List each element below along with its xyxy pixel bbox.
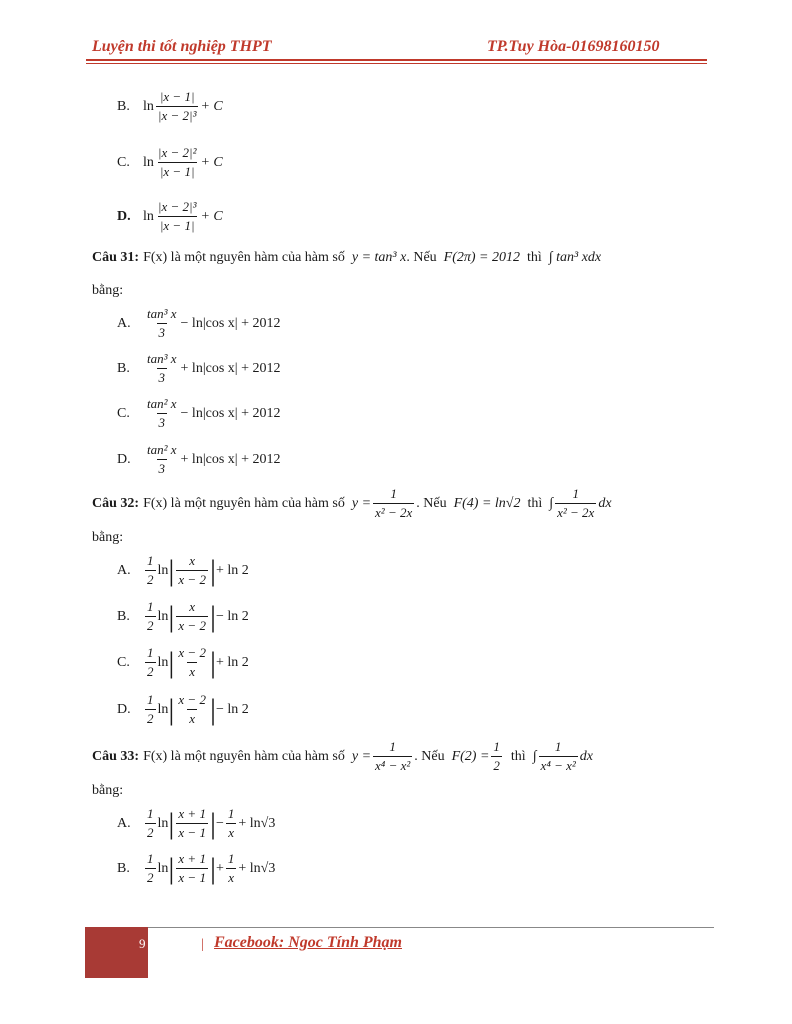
ln-text: ln [157,815,169,831]
q33-tail-text: bằng: [92,783,124,798]
fraction [176,806,208,841]
q33-option-a: A. $\frac{1}{2}$ ln | $\frac{x + 1}{x - 1}$ | − $\frac{1}{x}$ + ln√3 [117,806,276,840]
fraction-numerator: 1 [572,486,579,501]
term-fraction [226,851,237,886]
q32-tail-text: bằng: [92,530,124,545]
fraction-numerator: x − 2 [178,645,206,660]
q30-option-b [117,89,223,124]
q33-option-b: B. $\frac{1}{2}$ ln | $\frac{x + 1}{x - 1}$ | + $\frac{1}{x}$ + ln√3 [117,851,276,885]
function-lhs: y = [351,495,372,511]
header-title-right: TP.Tuy Hòa-01698160150 [487,38,660,55]
function-fraction [373,486,414,521]
option-rest: − ln 2 [215,608,249,624]
fraction-numerator: x + 1 [178,806,206,821]
q32-option-d: D. $\frac{1}{2}$ ln | $\frac{x - 2}{x}$ | − ln 2 [117,692,249,726]
option-letter: B. [117,860,130,876]
fraction [145,396,179,431]
question-function: y = tan³ x [351,250,407,265]
fraction-numerator: 1 [147,599,154,614]
option-letter: C. [117,405,130,421]
fraction-denominator: x [228,825,235,840]
fraction-numerator: 1 [389,739,396,754]
fraction-numerator: 1 [147,645,154,660]
fraction-numerator: x + 1 [178,851,206,866]
fraction-denominator: x² − 2x [375,505,413,520]
fraction-denominator: 2 [147,870,154,885]
fraction [176,692,208,727]
q32-option-a: A. $\frac{1}{2}$ ln | $\frac{x}{x - 2}$ | + ln 2 [117,553,249,587]
coefficient-fraction [145,806,156,841]
ln-text: ln [143,98,154,114]
option-rest: − ln 2 [215,701,249,717]
fraction-denominator: |x − 1| [159,164,195,179]
fraction [176,553,208,588]
fraction [176,599,208,634]
header-rule-thin [86,63,707,64]
function-fraction [373,739,412,774]
q30-option-d [117,199,223,234]
fraction-denominator: 2 [147,664,154,679]
header-rule [86,59,707,61]
fraction-numerator: 1 [147,692,154,707]
option-letter: A. [117,315,131,331]
option-rest: + ln|cos x| + 2012 [180,360,281,376]
footer-rule [148,927,714,928]
fraction-denominator: 2 [147,825,154,840]
term-fraction [226,806,237,841]
fraction-numerator: x [189,553,196,568]
fraction-denominator: x⁴ − x² [540,758,576,773]
integral-expression: ∫ tan³ xdx [548,250,602,265]
fraction-denominator: x [189,711,196,726]
constant-term: + C [200,208,223,224]
then-word: thì [527,250,542,265]
fraction-numerator: 1 [390,486,397,501]
ln-text: ln [157,701,169,717]
integrand-fraction [539,739,578,774]
integral-sign: ∫ [532,748,537,764]
fraction-numerator: tan³ x [147,306,177,321]
option-letter: A. [117,562,131,578]
fraction-numerator: tan² x [147,442,177,457]
option-letter: A. [117,815,131,831]
fraction [145,442,179,477]
fraction [145,306,179,341]
option-letter: D. [117,208,131,224]
constant-term: + C [200,98,223,114]
then-word: thì [527,495,543,511]
option-rest: + ln 2 [215,654,249,670]
question-label: Câu 32: [92,495,140,511]
coefficient-fraction [145,851,156,886]
ln-text: ln [157,860,169,876]
condition-prefix: . Nếu [414,748,445,764]
condition-lhs: F(2) = [451,748,490,764]
option-letter: B. [117,608,130,624]
fraction [176,645,208,680]
fraction-denominator: 2 [493,758,500,773]
fraction [156,89,199,124]
ln-text: ln [157,654,169,670]
fraction [156,145,199,180]
fraction-denominator: |x − 1| [159,218,195,233]
fraction-numerator: tan² x [147,396,177,411]
facebook-link[interactable]: Facebook: Ngoc Tính Phạm [214,934,402,951]
option-rest: + ln√3 [238,815,276,831]
condition: F(4) = ln√2 [453,495,521,511]
q33-stem [92,739,593,774]
option-letter: B. [117,98,130,114]
differential: dx [598,495,612,511]
header-title-left: Luyện thi tốt nghiệp THPT [92,38,272,55]
question-label: Câu 31: [92,250,140,265]
fraction-numerator: 1 [493,739,500,754]
fraction-denominator: x [228,870,235,885]
fraction-denominator: 3 [158,370,166,385]
fraction-numerator: |x − 1| [159,89,195,104]
page-number: 9 [139,936,146,951]
question-label: Câu 33: [92,748,140,764]
option-rest: + ln 2 [215,562,249,578]
fraction-numerator: 1 [554,739,562,754]
fraction-numerator: |x − 2|³ [157,199,197,214]
q32-stem [92,486,612,521]
fraction-denominator: 3 [158,415,166,430]
fraction-numerator: 1 [227,806,235,821]
q32-option-c: C. $\frac{1}{2}$ ln | $\frac{x - 2}{x}$ | + ln 2 [117,645,249,679]
option-rest: + ln√3 [238,860,276,876]
q31-tail-text: bằng: [92,283,124,298]
option-letter: D. [117,451,131,467]
fraction-denominator: x − 1 [178,870,206,885]
footer-separator: | [201,937,204,952]
ln-text: ln [157,608,169,624]
fraction [156,199,199,234]
option-letter: D. [117,701,131,717]
function-lhs: y = [351,748,372,764]
condition: F(2π) = 2012 [443,250,520,265]
fraction-numerator: tan³ x [147,351,177,366]
q31-option-c [117,396,280,431]
option-letter: B. [117,360,130,376]
q30-option-c [117,145,223,180]
q32-option-b: B. $\frac{1}{2}$ ln | $\frac{x}{x - 2}$ | − ln 2 [117,599,249,633]
coefficient-fraction [145,599,156,634]
fraction-numerator: 1 [147,553,154,568]
fraction-numerator: |x − 2|² [157,145,197,160]
question-text: F(x) là một nguyên hàm của hàm số [143,748,345,764]
option-rest: − ln|cos x| + 2012 [180,405,281,421]
fraction-denominator: x − 1 [178,825,206,840]
ln-text: ln [143,208,154,224]
fraction-denominator: 3 [158,325,166,340]
condition-fraction [491,739,502,774]
q31-option-b [117,351,280,386]
question-text: F(x) là một nguyên hàm của hàm số [143,495,345,511]
constant-term: + C [200,154,223,170]
fraction-numerator: 1 [147,851,154,866]
condition-prefix: . Nếu [416,495,447,511]
q31-option-a [117,306,280,341]
footer-page-box [85,927,148,978]
fraction [145,351,179,386]
coefficient-fraction [145,692,156,727]
option-rest: + ln|cos x| + 2012 [180,451,281,467]
sign: + [215,860,224,876]
fraction-denominator: |x − 2|³ [157,108,197,123]
ln-text: ln [143,154,154,170]
q31-stem [92,250,601,266]
question-text: F(x) là một nguyên hàm của hàm số [143,250,345,265]
fraction [176,851,208,886]
integral-sign: ∫ [549,495,554,511]
fraction-denominator: x − 2 [178,618,206,633]
sign: − [215,815,224,831]
option-letter: C. [117,154,130,170]
option-rest: − ln|cos x| + 2012 [180,315,281,331]
fraction-denominator: 2 [147,572,154,587]
fraction-numerator: x − 2 [178,692,206,707]
fraction-denominator: 2 [147,618,154,633]
q31-option-d [117,442,280,477]
option-letter: C. [117,654,130,670]
integrand-fraction [555,486,596,521]
fraction-numerator: 1 [227,851,235,866]
differential: dx [579,748,593,764]
then-word: thì [510,748,526,764]
coefficient-fraction [145,553,156,588]
fraction-numerator: x [189,599,196,614]
fraction-denominator: x [189,664,196,679]
fraction-numerator: 1 [147,806,154,821]
fraction-denominator: x − 2 [178,572,206,587]
ln-text: ln [157,562,169,578]
fraction-denominator: 2 [147,711,154,726]
fraction-denominator: x⁴ − x² [375,758,411,773]
condition-prefix: . Nếu [406,250,437,265]
fraction-denominator: 3 [158,461,166,476]
coefficient-fraction [145,645,156,680]
fraction-denominator: x² − 2x [557,505,595,520]
